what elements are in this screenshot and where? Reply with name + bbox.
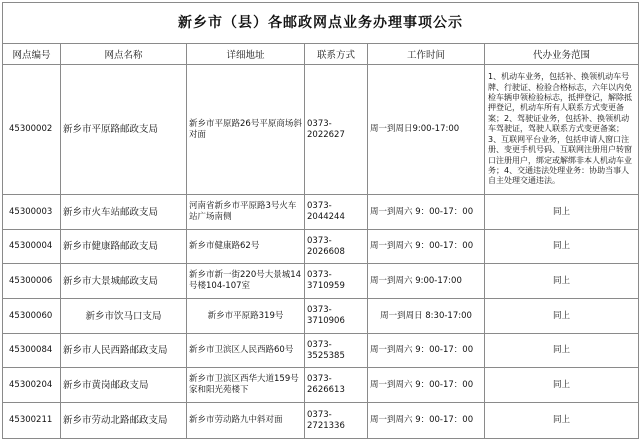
cell-name[interactable]: 新乡市人民西路邮政支局 (61, 334, 187, 368)
table-row (3, 65, 639, 195)
cell-scope[interactable]: 1、机动车业务，包括补、换领机动车号牌、行驶证、检验合格标志，六年以内免检车辆申领检验标志，抵押登记，解除抵押登记，机动车所有人联系方式变更备案；2、驾驶证业务，包括补、换领机动车驾驶证，驾驶人联系方式变更备案；3、互联网平台业务，包括申请人窗口注册、变更手机号码、互联网注册用户转窗口注册用户，绑定或解绑非本人机动车业务；4、交通违法处理业务：协助当事人自主处理交通违法。 (485, 65, 639, 195)
cell-address[interactable]: 新乡市新一街220号大景城14号楼104-107室 (187, 264, 305, 299)
sheet-title[interactable]: 新乡市（县）各邮政网点业务办理事项公示 (3, 3, 639, 44)
cell-address[interactable]: 新乡市劳动路九中斜对面 (187, 403, 305, 439)
cell-name[interactable]: 新乡市火车站邮政支局 (61, 195, 187, 230)
header-scope[interactable]: 代办业务范围 (485, 44, 639, 65)
cell-code[interactable]: 45300204 (3, 368, 61, 403)
cell-phone[interactable]: 0373-3525385 (305, 334, 368, 368)
post-office-table (2, 2, 639, 439)
cell-name[interactable]: 新乡市黄岗邮政支局 (61, 368, 187, 403)
cell-name[interactable]: 新乡市平原路邮政支局 (61, 65, 187, 195)
cell-name[interactable]: 新乡市劳动北路邮政支局 (61, 403, 187, 439)
cell-hours[interactable]: 周一到周六 9：00-17：00 (368, 403, 485, 439)
header-hours[interactable]: 工作时间 (368, 44, 485, 65)
cell-code[interactable]: 45300084 (3, 334, 61, 368)
cell-address[interactable]: 新乡市平原路26号平原商场斜对面 (187, 65, 305, 195)
table-row (3, 195, 639, 230)
cell-scope[interactable]: 同上 (485, 403, 639, 439)
cell-phone[interactable]: 0373-3710906 (305, 299, 368, 334)
cell-scope[interactable]: 同上 (485, 299, 639, 334)
cell-hours[interactable]: 周一到周日9:00-17:00 (368, 65, 485, 195)
table-row (3, 403, 639, 439)
cell-address[interactable]: 新乡市卫滨区人民西路60号 (187, 334, 305, 368)
cell-code[interactable]: 45300060 (3, 299, 61, 334)
cell-hours[interactable]: 周一到周六 9：00-17：00 (368, 368, 485, 403)
table-row (3, 368, 639, 403)
cell-phone[interactable]: 0373-2721336 (305, 403, 368, 439)
header-address[interactable]: 详细地址 (187, 44, 305, 65)
cell-address[interactable]: 河南省新乡市平原路3号火车站广场南侧 (187, 195, 305, 230)
cell-name[interactable]: 新乡市大景城邮政支局 (61, 264, 187, 299)
cell-scope[interactable]: 同上 (485, 368, 639, 403)
header-phone[interactable]: 联系方式 (305, 44, 368, 65)
cell-hours[interactable]: 周一到周日 8:30-17:00 (368, 299, 485, 334)
header-name[interactable]: 网点名称 (61, 44, 187, 65)
cell-code[interactable]: 45300003 (3, 195, 61, 230)
cell-hours[interactable]: 周一到周六 9：00-17：00 (368, 230, 485, 264)
table-row (3, 230, 639, 264)
cell-phone[interactable]: 0373-2022627 (305, 65, 368, 195)
table-row (3, 299, 639, 334)
cell-phone[interactable]: 0373-2626613 (305, 368, 368, 403)
table-row (3, 334, 639, 368)
cell-address[interactable]: 新乡市平原路319号 (187, 299, 305, 334)
cell-scope[interactable]: 同上 (485, 195, 639, 230)
table-row (3, 264, 639, 299)
cell-code[interactable]: 45300004 (3, 230, 61, 264)
cell-address[interactable]: 新乡市卫滨区西华大道159号家和阳光苑楼下 (187, 368, 305, 403)
cell-hours[interactable]: 周一到周六 9：00-17：00 (368, 195, 485, 230)
cell-code[interactable]: 45300006 (3, 264, 61, 299)
cell-name[interactable]: 新乡市饮马口支局 (61, 299, 187, 334)
cell-phone[interactable]: 0373-2044244 (305, 195, 368, 230)
cell-name[interactable]: 新乡市健康路邮政支局 (61, 230, 187, 264)
cell-phone[interactable]: 0373-2026608 (305, 230, 368, 264)
cell-hours[interactable]: 周一到周六 9：00-17：00 (368, 334, 485, 368)
cell-hours[interactable]: 周一到周六 9:00-17:00 (368, 264, 485, 299)
cell-code[interactable]: 45300002 (3, 65, 61, 195)
header-code[interactable]: 网点编号 (3, 44, 61, 65)
cell-scope[interactable]: 同上 (485, 264, 639, 299)
cell-phone[interactable]: 0373-3710959 (305, 264, 368, 299)
cell-address[interactable]: 新乡市健康路62号 (187, 230, 305, 264)
header-row (3, 44, 639, 65)
cell-code[interactable]: 45300211 (3, 403, 61, 439)
cell-scope[interactable]: 同上 (485, 230, 639, 264)
cell-scope[interactable]: 同上 (485, 334, 639, 368)
